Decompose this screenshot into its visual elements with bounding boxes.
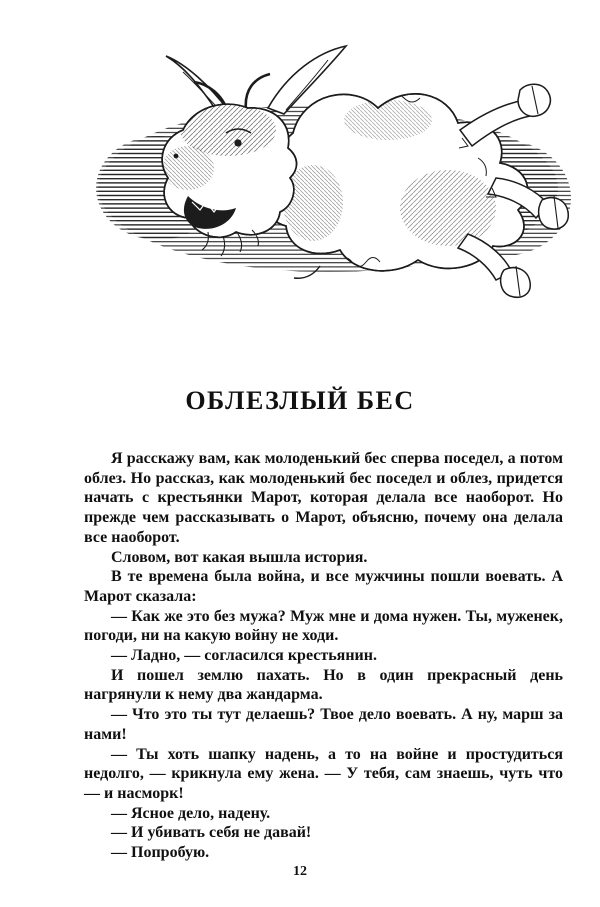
paragraph: — Ты хоть шапку надень, а то на войне и простудиться недолго, — крикнула ему жена. — У тебя, сам знаешь, чуть что — и насморк! — [84, 745, 563, 802]
paragraph: — И убивать себя не давай! — [111, 824, 312, 842]
chapter-title: ОБЛЕЗЛЫЙ БЕС — [185, 386, 415, 415]
demon-goat-ink-drawing — [88, 38, 574, 303]
chapter-illustration — [88, 38, 574, 303]
paragraph: — Ясное дело, надену. — [111, 804, 271, 822]
page-number: 12 — [293, 864, 307, 879]
paragraph: И пошел землю пахать. Но в один прекрасный день нагрянули к нему два жандарма. — [84, 666, 563, 704]
eye — [234, 139, 241, 146]
paragraph: В те времена была война, и все мужчины пошли воевать. А Марот сказала: — [84, 568, 563, 605]
paragraph: Словом, вот какая вышла история. — [111, 548, 368, 566]
paragraph: — Что это ты тут делаешь? Твое дело воевать. А ну, марш за нами! — [84, 706, 563, 743]
nostril — [174, 154, 179, 159]
story-text — [84, 449, 563, 863]
paragraph: — Ладно, — согласился крестьянин. — [111, 647, 377, 665]
paragraph: — Как же это без мужа? Муж мне и дома нужен. Ты, муженек, погоди, ни на какую войну не ходи. — [84, 607, 563, 645]
paragraph: — Попробую. — [111, 844, 210, 862]
paragraph: Я расскажу вам, как молоденький бес сперва поседел, а потом облез. Но рассказ, как молоденький бес поседел и облез, придется начать с крестьянки Марот, которая делала все наоборот. Но прежде чем рассказывать о Марот, объясню, почему она делала все наоборот. — [84, 450, 563, 546]
